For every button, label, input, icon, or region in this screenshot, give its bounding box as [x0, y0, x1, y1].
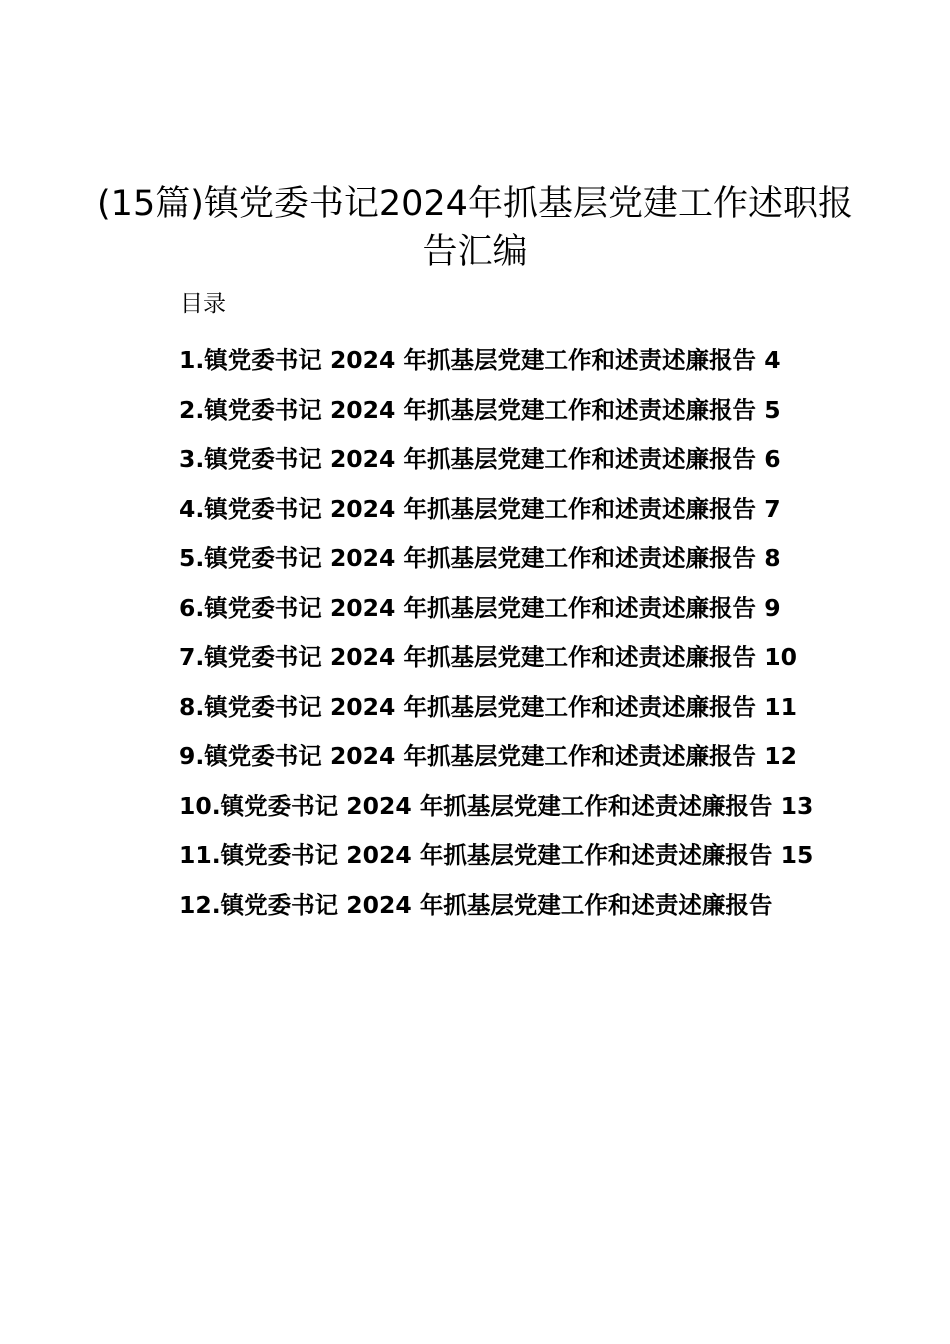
toc-entry-title: 5.镇党委书记 2024 年抓基层党建工作和述责述廉报告: [179, 544, 757, 572]
toc-entry-title: 10.镇党委书记 2024 年抓基层党建工作和述责述廉报告: [179, 791, 773, 820]
toc-entry-title: 12.镇党委书记 2024 年抓基层党建工作和述责述廉报告: [179, 890, 773, 919]
toc-entry[interactable]: [128, 683, 838, 733]
toc-entry-title: 9.镇党委书记 2024 年抓基层党建工作和述责述廉报告: [179, 742, 757, 770]
toc-entry-page-number: 11: [764, 692, 797, 721]
toc-entry-title: 6.镇党委书记 2024 年抓基层党建工作和述责述廉报告: [179, 593, 757, 622]
toc-entry[interactable]: [128, 386, 838, 436]
toc-entry-page-number: 13: [780, 791, 814, 820]
toc-entry[interactable]: [128, 435, 838, 485]
toc-entry-title: 1.镇党委书记 2024 年抓基层党建工作和述责述廉报告: [179, 346, 757, 374]
toc-entry[interactable]: [128, 633, 838, 683]
toc-entry-page-number: 15: [780, 841, 814, 869]
toc-entry[interactable]: [128, 732, 838, 782]
toc-entry[interactable]: [128, 534, 838, 584]
toc-entry-title: 3.镇党委书记 2024 年抓基层党建工作和述责述廉报告: [179, 445, 757, 473]
toc-entry-page-number: 7: [764, 494, 781, 523]
toc-entry-title: 11.镇党委书记 2024 年抓基层党建工作和述责述廉报告: [179, 841, 773, 869]
toc-entry-page-number: 12: [764, 742, 797, 770]
toc-entry-page-number: 8: [764, 544, 781, 572]
toc-entry[interactable]: [128, 831, 838, 881]
toc-entry-page-number: 4: [764, 346, 781, 374]
toc-entry[interactable]: [128, 485, 838, 535]
toc-entry-page-number: 9: [764, 593, 781, 622]
toc-entry[interactable]: [128, 336, 838, 386]
document-title: (15篇)镇党委书记2024年抓基层党建工作述职报告汇编: [97, 184, 853, 272]
toc-entry-title: 8.镇党委书记 2024 年抓基层党建工作和述责述廉报告: [179, 692, 757, 721]
toc-entry-page-number: 5: [764, 395, 781, 424]
toc-entry-page-number: 10: [764, 643, 797, 671]
toc-heading: 目录: [180, 291, 226, 317]
toc-entry-title: 7.镇党委书记 2024 年抓基层党建工作和述责述廉报告: [179, 643, 757, 671]
toc-entry-title: 2.镇党委书记 2024 年抓基层党建工作和述责述廉报告: [179, 395, 757, 424]
table-of-contents: [128, 336, 838, 930]
toc-entry-title: 4.镇党委书记 2024 年抓基层党建工作和述责述廉报告: [179, 494, 757, 523]
toc-entry[interactable]: [128, 584, 838, 634]
toc-entry-page-number: 6: [764, 445, 781, 473]
toc-entry[interactable]: [128, 881, 838, 931]
toc-entry[interactable]: [128, 782, 838, 832]
